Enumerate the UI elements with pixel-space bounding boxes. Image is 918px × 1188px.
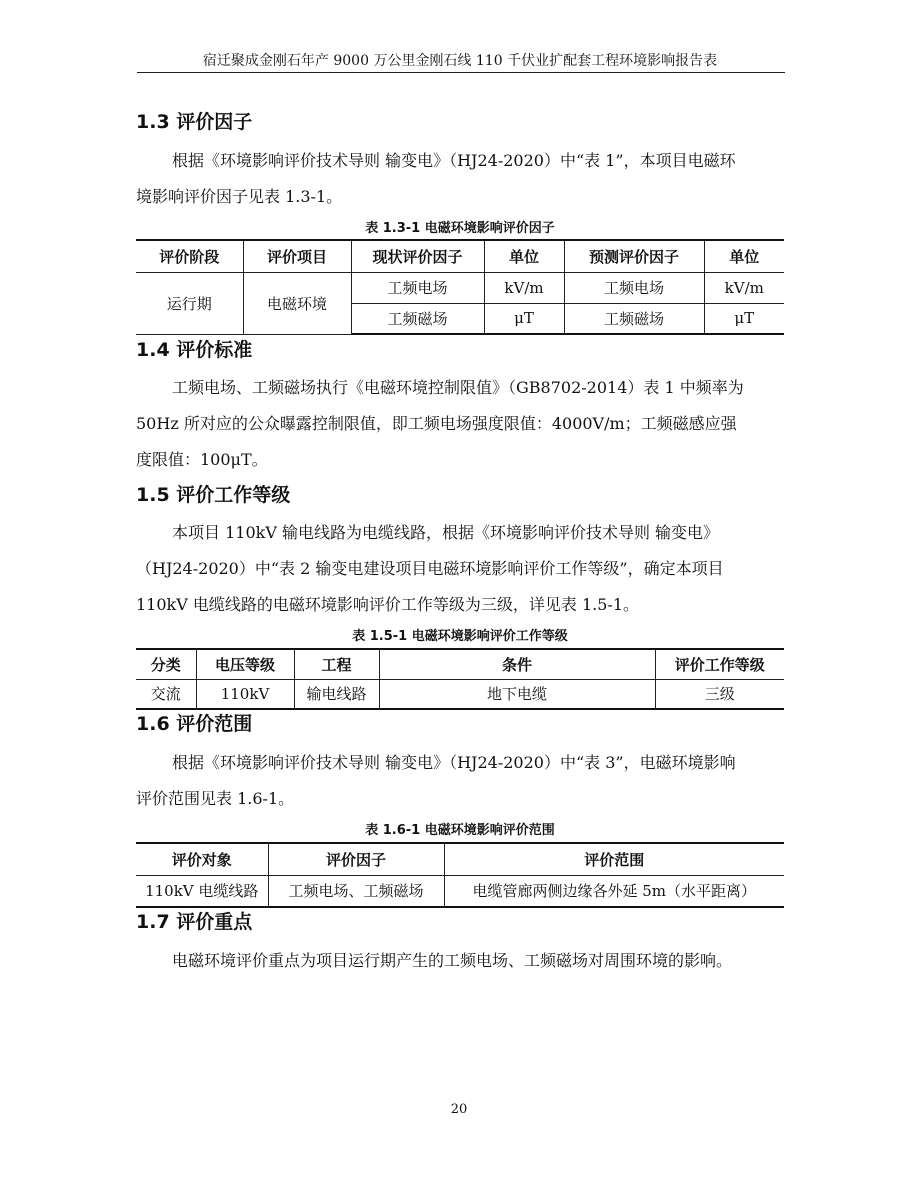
paragraph-line: 评价范围见表 1.6-1。 — [136, 789, 295, 808]
section-1-5-title: 1.5 评价工作等级 — [136, 484, 291, 506]
table-row — [136, 272, 784, 303]
paragraph-line: 本项目 110kV 输电线路为电缆线路，根据《环境影响评价技术导则 输变电》 — [172, 523, 720, 542]
table-row — [136, 875, 784, 907]
header-cell: 评价工作等级 — [655, 649, 784, 679]
table-cell: 工频磁场 — [564, 303, 704, 334]
running-header: 宿迁聚成金刚石年产 9000 万公里金刚石线 110 千伏业扩配套工程环境影响报告表 — [202, 53, 718, 69]
header-cell: 电压等级 — [196, 649, 294, 679]
section-1-5-paragraph — [136, 515, 784, 623]
paragraph-line: 根据《环境影响评价技术导则 输变电》（HJ24-2020）中“表 3”，电磁环境影响 — [172, 753, 736, 772]
table-cell: 工频电场 — [564, 272, 704, 303]
section-1-3-paragraph — [136, 143, 784, 215]
paragraph-line: 工频电场、工频磁场执行《电磁环境控制限值》（GB8702-2014）表 1 中频率为 — [172, 378, 744, 397]
section-1-7-title: 1.7 评价重点 — [136, 911, 253, 933]
table-cell: 工频磁场 — [351, 303, 484, 334]
table-cell: 地下电缆 — [379, 679, 655, 709]
table-header-row — [136, 649, 784, 679]
header-cell: 分类 — [136, 649, 196, 679]
table-cell: μT — [704, 303, 784, 334]
paragraph-line: 电磁环境评价重点为项目运行期产生的工频电场、工频磁场对周围环境的影响。 — [172, 951, 733, 970]
header-rule — [137, 72, 785, 73]
table-cell: 工频电场、工频磁场 — [268, 875, 444, 907]
header-cell: 工程 — [294, 649, 379, 679]
table-cell: 电缆管廊两侧边缘各外延 5m（水平距离） — [444, 875, 784, 907]
header-cell: 单位 — [484, 240, 564, 272]
table-cell: 交流 — [136, 679, 196, 709]
header-cell: 评价阶段 — [136, 240, 243, 272]
section-1-6-paragraph — [136, 745, 784, 817]
table-1-3-1-caption: 表 1.3-1 电磁环境影响评价因子 — [365, 221, 555, 236]
table-cell: 三级 — [655, 679, 784, 709]
table-1-5-1 — [136, 648, 784, 710]
table-cell: 110kV 电缆线路 — [136, 875, 268, 907]
table-1-6-1 — [136, 842, 784, 908]
table-cell: μT — [484, 303, 564, 334]
paragraph-line: 度限值：100μT。 — [136, 450, 268, 469]
paragraph-line: 110kV 电缆线路的电磁环境影响评价工作等级为三级，详见表 1.5-1。 — [136, 595, 639, 614]
table-1-5-1-caption: 表 1.5-1 电磁环境影响评价工作等级 — [352, 629, 568, 644]
section-1-3-title: 1.3 评价因子 — [136, 111, 253, 133]
header-cell: 条件 — [379, 649, 655, 679]
header-cell: 单位 — [704, 240, 784, 272]
table-cell: 工频电场 — [351, 272, 484, 303]
section-1-4-paragraph — [136, 370, 784, 478]
table-cell: kV/m — [484, 272, 564, 303]
header-cell: 预测评价因子 — [564, 240, 704, 272]
paragraph-line: （HJ24-2020）中“表 2 输变电建设项目电磁环境影响评价工作等级”，确定本项目 — [136, 559, 724, 578]
table-1-6-1-caption: 表 1.6-1 电磁环境影响评价范围 — [365, 823, 555, 838]
table-header-row — [136, 843, 784, 875]
item-cell: 电磁环境 — [243, 272, 351, 334]
paragraph-line: 根据《环境影响评价技术导则 输变电》（HJ24-2020）中“表 1”，本项目电磁环 — [172, 151, 736, 170]
table-header-row — [136, 240, 784, 272]
paragraph-line: 50Hz 所对应的公众曝露控制限值，即工频电场强度限值：4000V/m；工频磁感应强 — [136, 414, 737, 433]
section-1-4-title: 1.4 评价标准 — [136, 339, 253, 361]
header-cell: 现状评价因子 — [351, 240, 484, 272]
table-cell: 110kV — [196, 679, 294, 709]
page-number: 20 — [450, 1102, 468, 1117]
stage-cell: 运行期 — [136, 272, 243, 334]
header-cell: 评价对象 — [136, 843, 268, 875]
table-row — [136, 679, 784, 709]
table-cell: 输电线路 — [294, 679, 379, 709]
paragraph-line: 境影响评价因子见表 1.3-1。 — [136, 187, 343, 206]
header-cell: 评价项目 — [243, 240, 351, 272]
header-cell: 评价范围 — [444, 843, 784, 875]
section-1-6-title: 1.6 评价范围 — [136, 713, 253, 735]
table-1-3-1 — [136, 239, 784, 335]
section-1-7-paragraph — [136, 943, 784, 979]
header-cell: 评价因子 — [268, 843, 444, 875]
table-cell: kV/m — [704, 272, 784, 303]
